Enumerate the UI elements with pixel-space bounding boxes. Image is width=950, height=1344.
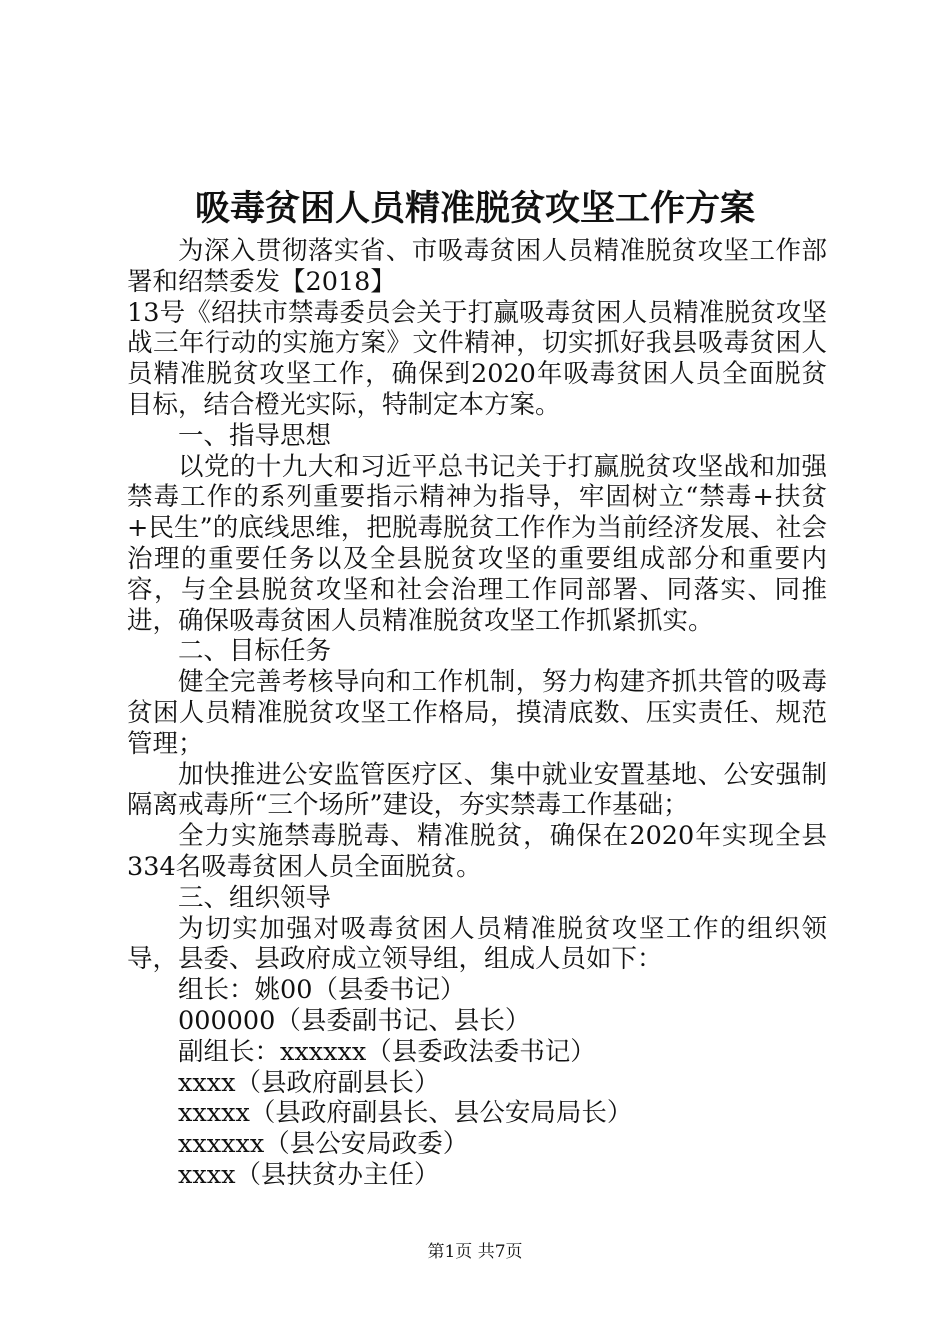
paragraph-organization: 为切实加强对吸毒贫困人员精准脱贫攻坚工作的组织领导，县委、县政府成立领导组，组成人员如下： bbox=[127, 913, 827, 975]
paragraph-reference: 13号《绍扶市禁毒委员会关于打赢吸毒贫困人员精准脱贫攻坚战三年行动的实施方案》文件精神，切实抓好我县吸毒贫困人员精准脱贫攻坚工作，确保到2020年吸毒贫困人员全面脱贫目标，结合橙光实际，特制定本方案。 bbox=[127, 297, 827, 420]
paragraph-guiding-ideology: 以党的十九大和习近平总书记关于打赢脱贫攻坚战和加强禁毒工作的系列重要指示精神为指导，牢固树立“禁毒+扶贫+民生”的底线思维，把脱毒脱贫工作作为当前经济发展、社会治理的重要任务以及全县脱贫攻坚的重要组成部分和重要内容，与全县脱贫攻坚和社会治理工作同部署、同落实、同推进，确保吸毒贫困人员精准脱贫攻坚工作抓紧抓实。 bbox=[127, 451, 827, 636]
paragraph-intro: 为深入贯彻落实省、市吸毒贫困人员精准脱贫攻坚工作部署和绍禁委发【2018】 bbox=[127, 236, 827, 297]
document-title: 吸毒贫困人员精准脱贫攻坚工作方案 bbox=[194, 188, 755, 229]
section-heading-organization: 三、组织领导 bbox=[178, 882, 332, 913]
paragraph-target-1: 健全完善考核导向和工作机制，努力构建齐抓共管的吸毒贫困人员精准脱贫攻坚工作格局，摸清底数、压实责任、规范管理； bbox=[127, 667, 827, 759]
section-heading-targets: 二、目标任务 bbox=[178, 636, 332, 667]
list-item: xxxx（县政府副县长） bbox=[178, 1067, 440, 1098]
list-item: xxxxxx（县公安局政委） bbox=[178, 1129, 469, 1160]
list-item: 000000（县委副书记、县长） bbox=[178, 1005, 531, 1036]
page-number-footer: 第1页 共7页 bbox=[427, 1242, 523, 1262]
list-item: xxxxx（县政府副县长、县公安局局长） bbox=[178, 1098, 633, 1129]
list-item: 副组长：xxxxxx（县委政法委书记） bbox=[178, 1036, 596, 1067]
section-heading-guiding-ideology: 一、指导思想 bbox=[178, 420, 332, 451]
paragraph-target-2: 加快推进公安监管医疗区、集中就业安置基地、公安强制隔离戒毒所“三个场所”建设，夯实禁毒工作基础； bbox=[127, 759, 827, 821]
document-body bbox=[127, 236, 827, 1191]
member-list bbox=[127, 975, 827, 1191]
paragraph-target-3: 全力实施禁毒脱毒、精准脱贫，确保在2020年实现全县334名吸毒贫困人员全面脱贫。 bbox=[127, 821, 827, 882]
list-item: 组长：姚00（县委书记） bbox=[178, 975, 466, 1006]
list-item: xxxx（县扶贫办主任） bbox=[178, 1159, 440, 1190]
